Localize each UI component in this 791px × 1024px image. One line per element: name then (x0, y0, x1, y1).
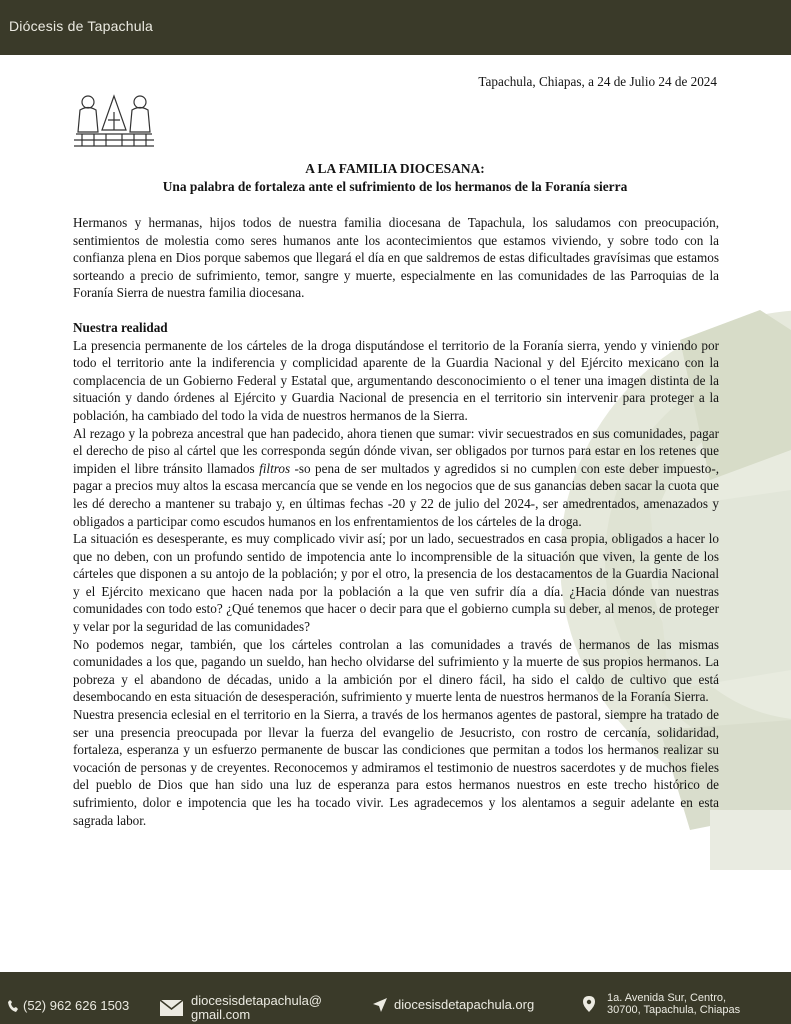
address-line-1: 1a. Avenida Sur, Centro, (607, 992, 727, 1004)
footer-website[interactable] (373, 998, 534, 1012)
paragraph-4: No podemos negar, también, que los cárteles controlan a las comunidades a través de hermanos de las mismas comunidades a los que, pagando un sueldo, han hecho olvidarse del sufrimiento y la muerte de sus propios hermanos. La pobreza y el abandono de décadas, unido a la ambición por el dinero fácil, ha sido el caldo de cultivo que está desembocando en esta situación de desesperación, sufrimiento y muerte lenta de nuestros hermanos de la Foranía Sierra. (73, 636, 719, 705)
paragraph-2-start: Al rezago y la pobreza ancestral que han padecido, ahora tienen que sumar: vivir secuestrados en sus comunidades, pagar el derecho de piso al cártel que les corresponda según dónde vivan, ser obligados por turnos para estar en los retenes que impiden el libre tránsito llamados (73, 425, 719, 476)
website-url: diocesisdetapachula.org (394, 997, 535, 1012)
section-title: Nuestra realidad (73, 319, 168, 335)
paragraph-3: La situación es desesperante, es muy complicado vivir así; por un lado, secuestrados en casa propia, obligados a hacer lo que no deben, con un profundo sentido de impotencia ante lo incomprensible de la situación que viven, la gente de los cárteles que disponen a su antojo de la población; y por el otro, la presencia de los destacamentos de la Guardia Nacional y el Ejército mexicano que hacen nada por la población a la que ven sufrir día a día. ¿Hacia dónde van nuestras comunidades con todo esto? ¿Qué tenemos que hacer o decir para que el gobierno cumpla su deber, al menos, de proteger y velar por la seguridad de las comunidades? (73, 531, 719, 635)
letter-title: A LA FAMILIA DIOCESANA: (305, 161, 485, 176)
footer-address[interactable] (583, 992, 740, 1016)
email-line-2: gmail.com (191, 1007, 251, 1022)
letter-body (73, 214, 719, 829)
paragraph-1: La presencia permanente de los cárteles de la droga disputándose el territorio de la Foranía sierra, yendo y viniendo por todo el territorio ante la indiferencia y complicidad aparente de la Guardia Nacional y del Ejército mexicano con la complacencia de un Gobierno Federal y Estatal que, argumentando desconocimiento o el tener una imagen distinta de la situación y dando órdenes al Ejército y Guardia Nacional de presencia en el territorio sin intervenir para proteger a la población, ha cambiado del todo la vida de nuestros hermanos de la Sierra. (73, 337, 719, 423)
intro-paragraph: Hermanos y hermanas, hijos todos de nuestra familia diocesana de Tapachula, los saludamos con preocupación, sentimientos de molestia como seres humanos ante los acontecimientos que estamos viviendo, y sobre todo con la confianza plena en Dios porque sabemos que llegará el día en que saldremos de estas dificultades gravísimas que estamos sorteando a precio de sufrimiento, temor, sangre y muerte, especialmente en las comunidades de las Parroquias de la Foranía Sierra de nuestra familia diocesana. (73, 215, 719, 301)
diocese-logo (72, 90, 156, 152)
send-icon (373, 998, 387, 1012)
phone-number: (52) 962 626 1503 (23, 998, 130, 1013)
org-name: Diócesis de Tapachula (9, 18, 154, 34)
date-line: Tapachula, Chiapas, a 24 de Julio 24 de 2024 (478, 74, 717, 89)
email-line-1: diocesisdetapachula@ (191, 993, 323, 1008)
header-bar (0, 0, 791, 55)
letter-heading (72, 160, 718, 196)
address-line-2: 30700, Tapachula, Chiapas (607, 1004, 741, 1016)
footer-bar (0, 972, 791, 1024)
paragraph-2-emphasis: filtros (259, 460, 291, 476)
footer-email[interactable] (160, 994, 322, 1022)
footer-phone[interactable] (8, 999, 129, 1013)
paragraph-5: Nuestra presencia eclesial en el territorio en la Sierra, a través de los hermanos agentes de pastoral, siempre ha tratado de ser una presencia preocupada por llevar la fuerza del evangelio de Jesucristo, con rostro de cercanía, solidaridad, fortaleza, esperanza y un esfuerzo permanente de buscar las condiciones que permitan a todos los hermanos realizar su vocación de personas y de creyentes. Reconocemos y admiramos el testimonio de nuestros sacerdotes y de muchos fieles del pueblo de Dios que han sido una luz de esperanza para estos hermanos nuestros en este trecho histórico de sufrimiento, dolor e impotencia que les ha tocado vivir. Les agradecemos y los alentamos a seguir adelante en esta sagrada labor. (73, 707, 719, 828)
location-pin-icon (583, 996, 595, 1012)
mail-icon (160, 1000, 183, 1016)
letter-subtitle: Una palabra de fortaleza ante el sufrimiento de los hermanos de la Foranía sierra (162, 179, 628, 194)
paragraph-2-end: -so pena de ser multados y agredidos si no cumplen con este deber impuesto-, pagar a precios muy altos la escasa mercancía que se vende en los negocios que de sus ganancias deben sacar la cuota que les dé derecho a mantener su trabajo y, en últimas fechas -20 y 22 de julio del 2024-, ser amedrentados, amenazados y obligados a participar como escudos humanos en los enfrentamientos de los cárteles de la droga. (73, 460, 720, 529)
phone-icon (8, 1000, 18, 1012)
paragraph-2 (73, 425, 719, 531)
